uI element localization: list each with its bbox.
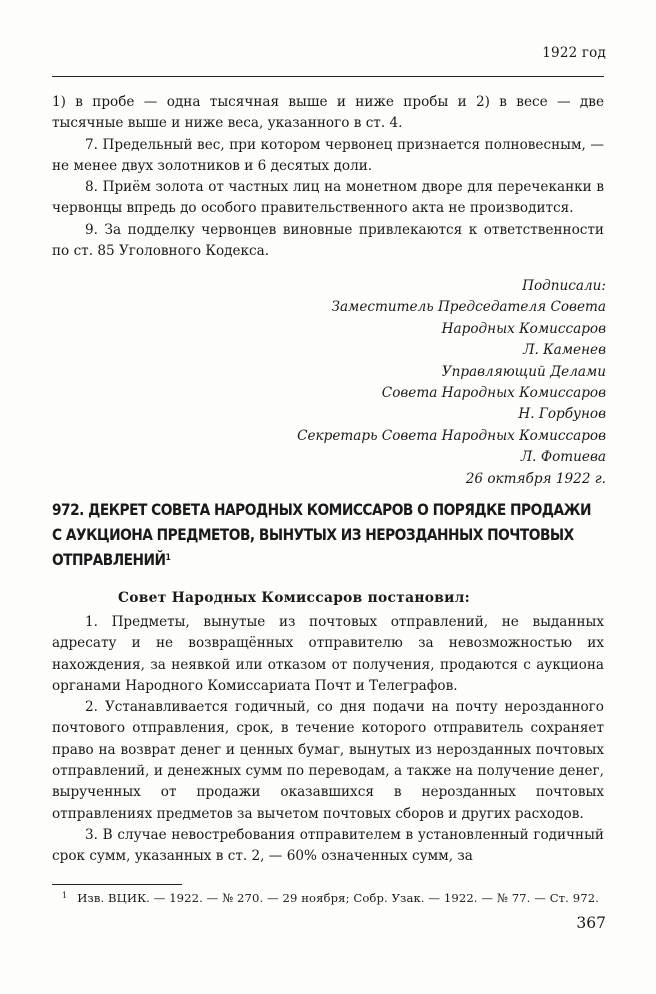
footnote: [62, 891, 599, 905]
footnote-rule: [52, 884, 182, 885]
signature-block: [186, 276, 606, 490]
signature-line: Л. Каменев: [523, 342, 606, 359]
paragraph-item: 2. Устанавливается годичный, со дня подачи на почту нерозданного почтового отправления, срок, в течение которого отправитель сохраняет право на возврат денег и ценных бумаг, вынутых из нерозданных почтовых отправлений, и денежных сумм по переводам, а также на получение денег, вырученных от продажи оказавшихся в нерозданных почтовых отправлениях предметов за вычетом почтовых сборов и других расходов.: [52, 699, 604, 822]
page-number: 367: [576, 914, 606, 932]
signature-line: Л. Фотиева: [520, 449, 606, 466]
document-heading: [52, 497, 613, 572]
heading-line-text: ОТПРАВЛЕНИЙ: [52, 550, 166, 569]
signature-line: Управляющий Делами: [441, 363, 606, 380]
signature-line: Заместитель Председателя Совета: [331, 299, 606, 316]
paragraph-item-9: 9. За подделку червонцев виновные привлекаются к ответственности по ст. 85 Уголовного Кодекса.: [52, 221, 604, 260]
footnote-marker: 1: [62, 891, 68, 900]
signature-date: 26 октября 1922 г.: [465, 470, 606, 487]
heading-line-last: [52, 547, 613, 572]
paragraph-item-8: 8. Приём золота от частных лиц на монетном дворе для перечеканки в червонцы впредь до особого правительственного акта не производится.: [52, 179, 604, 217]
signature-line: Народных Комиссаров: [441, 320, 606, 337]
paragraph-item-7: 7. Предельный вес, при котором червонец признается полновесным, — не менее двух золотников и 6 десятых доли.: [52, 136, 604, 174]
heading-line: С АУКЦИОНА ПРЕДМЕТОВ, ВЫНУТЫХ ИЗ НЕРОЗДАННЫХ ПОЧТОВЫХ: [52, 525, 574, 544]
running-head: 1922 год: [542, 45, 606, 61]
heading-line: 972. ДЕКРЕТ СОВЕТА НАРОДНЫХ КОМИССАРОВ О ПОРЯДКЕ ПРОДАЖИ: [52, 500, 591, 519]
paragraph-item: 1. Предметы, вынутые из почтовых отправлений, не выданных адресату и не возвращённых отправителю за невозможностью их нахождения, за неявкой или отказом от получения, продаются с аукциона органами Народного Комиссариата Почт и Телеграфов.: [52, 614, 604, 694]
continued-decree-text: [52, 92, 604, 262]
signature-line: Совета Народных Комиссаров: [381, 385, 606, 402]
header-rule: [52, 76, 604, 77]
resolution-preamble: Совет Народных Комиссаров постановил:: [118, 590, 471, 606]
paragraph-item: 3. В случае невостребования отправителем в установленный годичный срок сумм, указанных в ст. 2, — 60% означенных сумм, за: [52, 826, 604, 865]
signatures-label: Подписали:: [522, 278, 606, 294]
signature-line: Н. Горбунов: [518, 406, 606, 423]
paragraph-item-1: 1) в пробе — одна тысячная выше и ниже пробы и 2) в весе — две тысячные выше и ниже веса, указанного в ст. 4.: [52, 94, 604, 132]
footnote-text: Изв. ВЦИК. — 1922. — № 270. — 29 ноября; Собр. Узак. — 1922. — № 77. — Ст. 972.: [77, 891, 599, 905]
decree-text: [52, 612, 604, 868]
footnote-reference[interactable]: 1: [165, 553, 171, 563]
signature-line: Секретарь Совета Народных Комиссаров: [297, 427, 606, 444]
